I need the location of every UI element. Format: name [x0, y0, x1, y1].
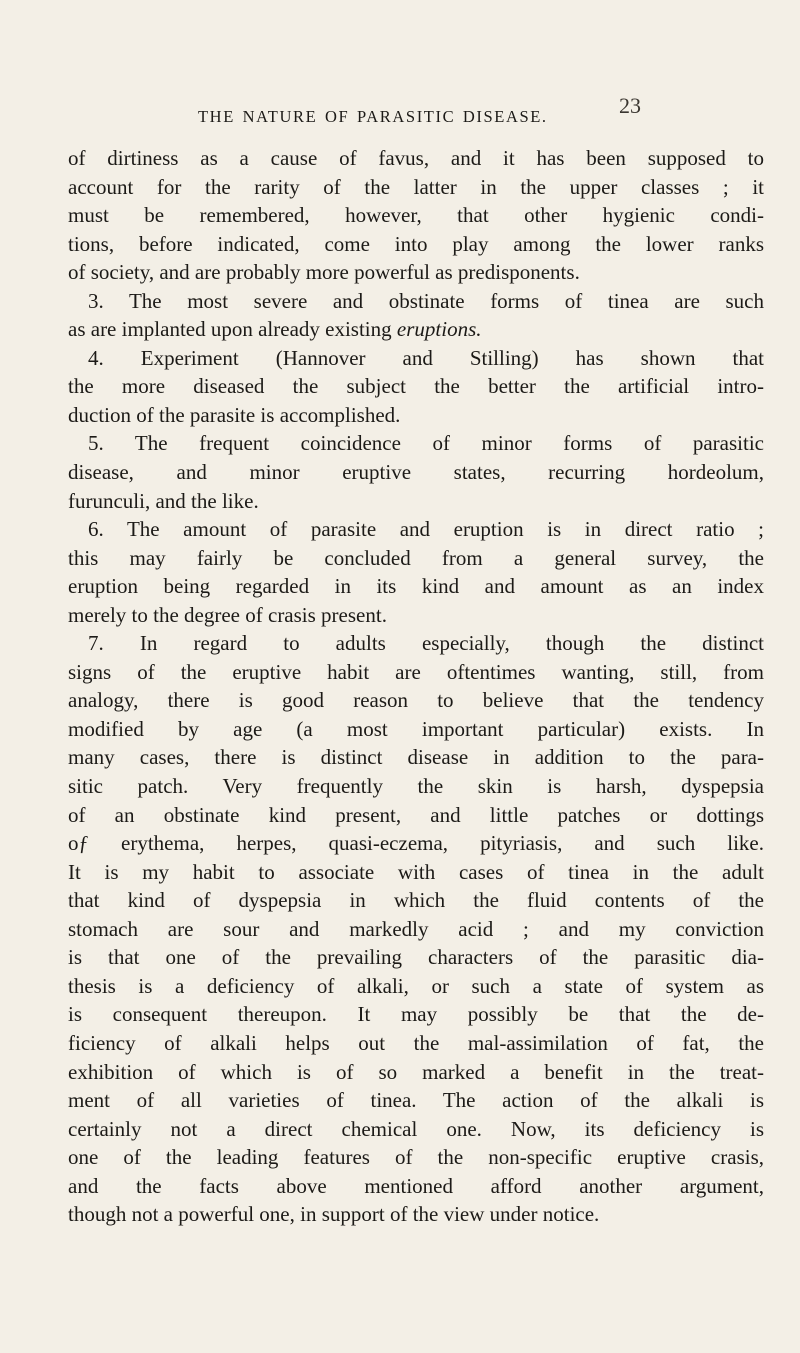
- text-line-21: modified by age (a most important particular) exists. In: [68, 716, 764, 741]
- text-line-19: signs of the eruptive habit are oftentimes wanting, still, from: [68, 659, 764, 684]
- text-line-7: [68, 315, 764, 344]
- text-line-5: of society, and are probably more powerful as predisponents.: [68, 260, 580, 285]
- page-number: 23: [619, 93, 641, 118]
- text-line-20: analogy, there is good reason to believe that the tendency: [68, 688, 764, 713]
- text-line-33: exhibition of which is of so marked a benefit in the treat-: [68, 1059, 764, 1084]
- text-line-2: account for the rarity of the latter in the upper classes ; it: [68, 174, 764, 199]
- text-line-8: 4. Experiment (Hannover and Stilling) has shown that: [88, 345, 764, 370]
- running-title: THE NATURE OF PARASITIC DISEASE.: [198, 107, 548, 126]
- text-line-14: 6. The amount of parasite and eruption is in direct ratio ;: [88, 517, 764, 542]
- text-line-26: It is my habit to associate with cases of tinea in the adult: [68, 859, 764, 884]
- text-line-6: 3. The most severe and obstinate forms of tinea are such: [88, 288, 764, 313]
- text-line-23: sitic patch. Very frequently the skin is harsh, dyspepsia: [68, 774, 764, 799]
- text-line-12: disease, and minor eruptive states, recurring hordeolum,: [68, 460, 764, 485]
- text-line-3: must be remembered, however, that other hygienic condi-: [68, 203, 764, 228]
- text-line-29: is that one of the prevailing characters of the parasitic dia-: [68, 945, 764, 970]
- text-line-38: though not a powerful one, in support of the view under notice.: [68, 1202, 600, 1227]
- running-head: [0, 93, 800, 137]
- text-line-25: oƒ erythema, herpes, quasi-eczema, pityriasis, and such like.: [68, 831, 764, 856]
- text-line-22: many cases, there is distinct disease in addition to the para-: [68, 745, 764, 770]
- text-line-30: thesis is a deficiency of alkali, or such a state of system as: [68, 973, 764, 998]
- text-line-13: furunculi, and the like.: [68, 488, 259, 513]
- text-line-18: 7. In regard to adults especially, though the distinct: [88, 631, 764, 656]
- text-line-9: the more diseased the subject the better the artificial intro-: [68, 374, 764, 399]
- text-line-7-start: as are implanted upon already existing: [68, 317, 397, 342]
- body-text: [68, 144, 764, 1229]
- text-line-36: one of the leading features of the non-specific eruptive crasis,: [68, 1145, 764, 1170]
- text-line-16: eruption being regarded in its kind and amount as an index: [68, 574, 764, 599]
- text-line-32: ficiency of alkali helps out the mal-assimilation of fat, the: [68, 1030, 764, 1055]
- text-line-35: certainly not a direct chemical one. Now, its deficiency is: [68, 1116, 764, 1141]
- text-line-27: that kind of dyspepsia in which the fluid contents of the: [68, 888, 764, 913]
- italic-eruptions: eruptions.: [396, 317, 482, 342]
- text-line-34: ment of all varieties of tinea. The action of the alkali is: [68, 1088, 764, 1113]
- text-line-4: tions, before indicated, come into play among the lower ranks: [68, 231, 764, 256]
- text-line-1: of dirtiness as a cause of favus, and it has been supposed to: [68, 146, 764, 170]
- text-line-24: of an obstinate kind present, and little patches or dottings: [68, 802, 764, 827]
- text-line-11: 5. The frequent coincidence of minor forms of parasitic: [88, 431, 764, 456]
- text-line-31: is consequent thereupon. It may possibly be that the de-: [68, 1002, 764, 1027]
- text-line-28: stomach are sour and markedly acid ; and my conviction: [68, 916, 764, 941]
- text-line-15: this may fairly be concluded from a general survey, the: [68, 545, 764, 570]
- text-line-17: merely to the degree of crasis present.: [68, 602, 387, 627]
- text-line-10: duction of the parasite is accomplished.: [68, 402, 401, 427]
- text-line-37: and the facts above mentioned afford another argument,: [68, 1173, 764, 1198]
